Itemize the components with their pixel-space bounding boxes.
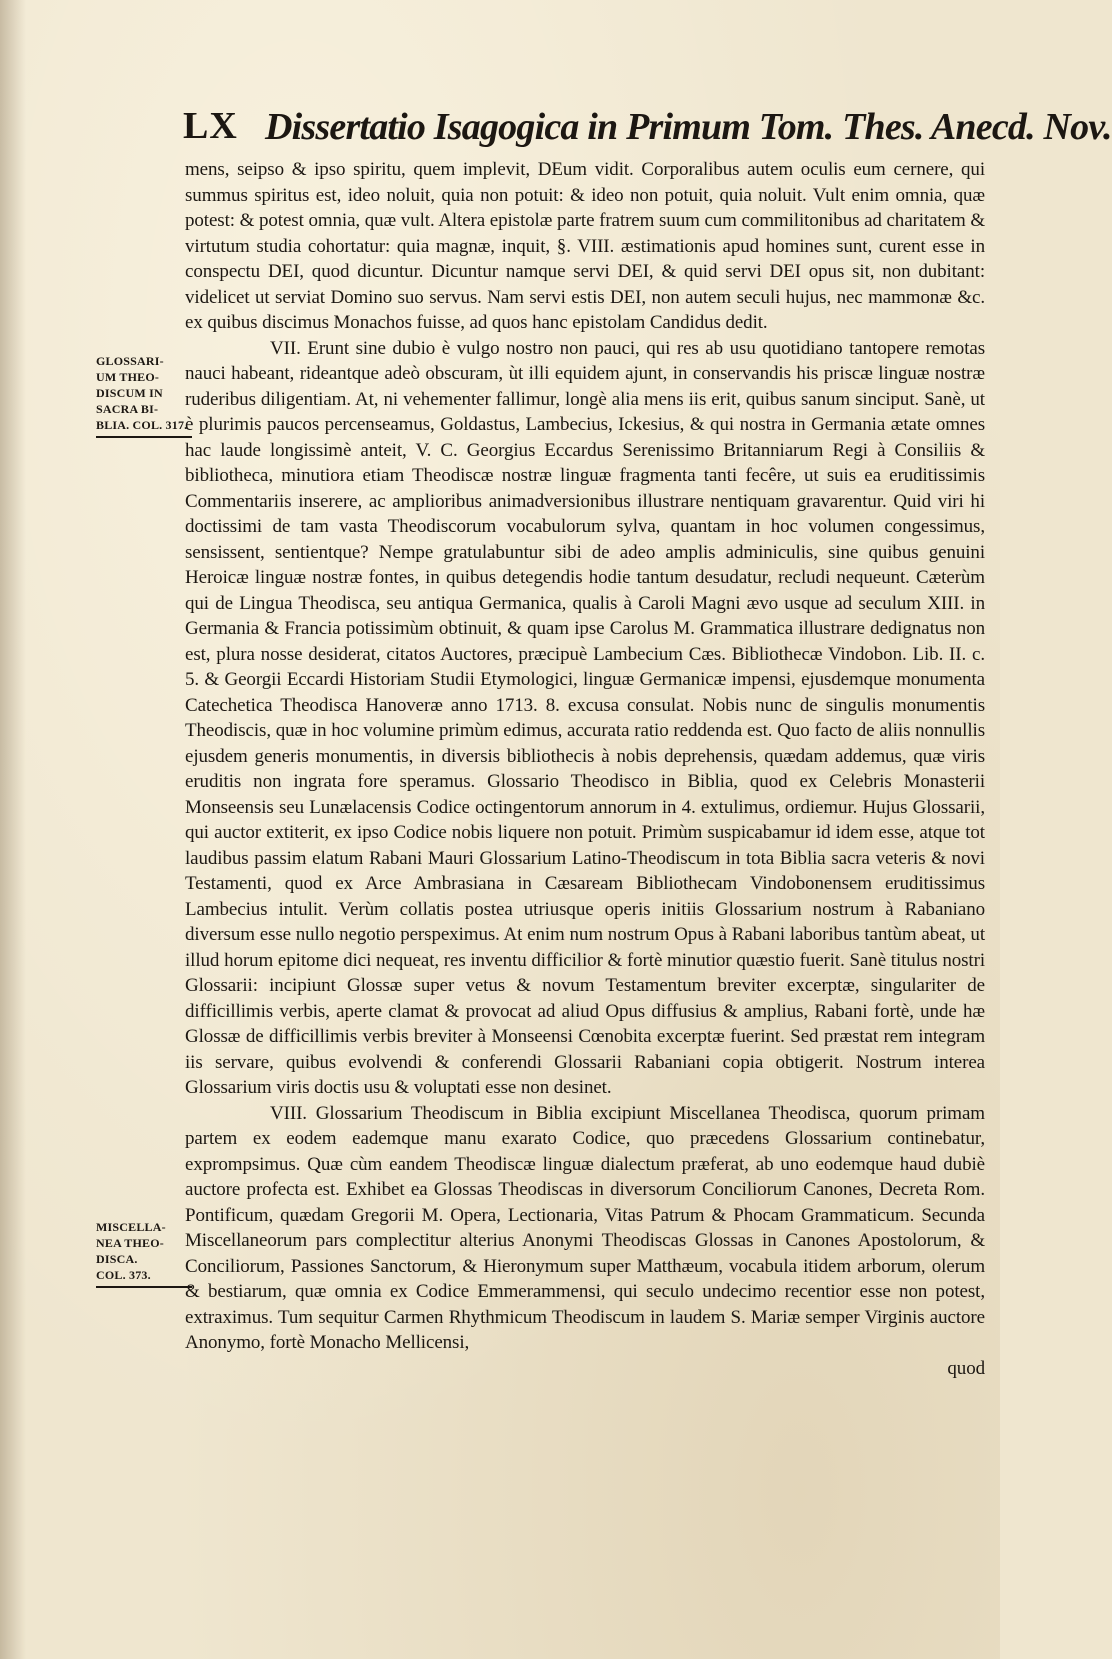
margin-note-line: MISCELLA- <box>96 1220 166 1234</box>
margin-note-line: SACRA BI- <box>96 402 159 416</box>
margin-note-line: GLOSSARI- <box>96 354 164 368</box>
paragraph-section-vii: VII. Erunt sine dubio è vulgo nostro non pauci, qui res ab usu quotidiano tantopere remotas nauci habeant, rideantque adeò obscuram, ùt illi equidem ajunt, in conservandis his priscæ linguæ nostræ ruderibus diligentiam. At, ni vehementer fallimur, longè alia mens iis erit, quibus sanum sinciput. Sanè, ut è plurimis paucos percenseamus, Goldastus, Lambecius, Ickesius, & qui nostra in Germania ætate omnes hac laude longissimè anteit, V. C. Georgius Eccardus Serenissimo Britanniarum Regi à Consiliis & bibliotheca, minutiora etiam Theodiscæ nostræ linguæ fragmenta tanti fecêre, ut suis ea eruditissimis Commentariis inserere, ac amplioribus animadversionibus illustrare nentiquam gravarentur. Quid viri hi doctissimi de tam vasta Theodiscorum vocabulorum sylva, quantam in hoc volumen congessimus, sensissent, sentientque? Nempe gratulabuntur sibi de adeo amplis adminiculis, sine quibus genuini Heroicæ linguæ nostræ fontes, in quibus detegendis hodie tantum desudatur, recludi nequeunt. Cæterùm qui de Lingua Theodisca, seu antiqua Germanica, qualis à Caroli Magni ævo usque ad seculum XIII. in Germania & Francia potissimùm obtinuit, & quam ipse Carolus M. Grammatica illustrare dedignatus non est, plura nosse desiderat, citatos Auctores, præcipuè Lambecium Cæs. Bibliothecæ Vindobon. Lib. II. c. 5. & Georgii Eccardi Historiam Studii Etymologici, linguæ Germanicæ impensi, ejusdemque monumenta Catechetica Theodisca Hanoveræ anno 1713. 8. excusa consulat. Nobis nunc de singulis monumentis Theodiscis, quæ in hoc volumine primùm edimus, accurata ratio reddenda est. Quo facto de aliis nonnullis ejusdem generis monumentis, in diversis bibliothecis à nobis deprehensis, quædam addemus, quæ viris eruditis non ingrata fore speramus. Glossario Theodisco in Biblia, quod ex Celebris Monasterii Monseensis seu Lunælacensis Codice octingentorum annorum in 4. extulimus, ordiemur. Hujus Glossarii, qui auctor extiterit, ex ipso Codice nobis liquere non potuit. Primùm suspicabamur id idem esse, atque tot laudibus passim elatum Rabani Mauri Glossarium Latino-Theodiscum in tota Biblia sacra veteris & novi Testamenti, quod ex Arce Ambrasiana in Cæsaream Bibliothecam Vindobonensem eruditissimus Lambecius intulit. Verùm collatis postea utriusque operis initiis Glossarium nostrum à Rabaniano diversum esse nullo negotio perspeximus. At enim num nostrum Opus à Rabani laboribus tantùm abeat, ut illud horum epitome dici nequeat, res inventu difficilior & fortè minutior quæstio fuerit. Sanè titulus nostri Glossarii: incipiunt Glossæ super vetus & novum Testamentum breviter excerptæ, singulariter de difficillimis verbis, aperte clamat & provocat ad aliud Opus diffusius & amplius, Rabani fortè, unde hæ Glossæ de difficillimis verbis breviter à Monseensi Cœnobita excerptæ fuerint. Sed præstat rem integram iis servare, quibus evolvendi & conferendi Glossarii Rabaniani copia obtigerit. Nostrum interea Glossarium viris doctis usu & voluptati esse non desinet. <box>185 337 985 1098</box>
paragraph-continuation: mens, seipso & ipso spiritu, quem implevit, DEum vidit. Corporalibus autem oculis eum cernere, qui summus spiritus est, ideo noluit, quia non potuit: & ideo non potuit, quia noluit. Vult enim omnia, quæ potest: & potest omnia, quæ vult. Altera epistolæ parte fratrem suum cum commilitonibus ad charitatem & virtutum studia cohortatur: quia magnæ, inquit, §. VIII. æstimationis apud homines sunt, curent esse in conspectu DEI, quod dicuntur. Dicuntur namque servi DEI, & quid servi DEI opus sit, non dubitant: videlicet ut serviat Domino suo servus. Nam servi estis DEI, non autem seculi hujus, nec mammonæ &c. ex quibus discimus Monachos fuisse, ad quos hanc epistolam Candidus dedit. <box>185 159 985 333</box>
page-header <box>183 104 1112 162</box>
margin-note-miscellanea <box>96 1219 188 1288</box>
catchword: quod <box>947 1357 985 1379</box>
body-text <box>185 157 985 1381</box>
margin-note-line: COL. 373. <box>96 1268 151 1282</box>
margin-note-glossarium <box>96 353 188 438</box>
margin-note-line: DISCUM IN <box>96 386 163 400</box>
paragraph-section-viii: VIII. Glossarium Theodiscum in Biblia excipiunt Miscellanea Theodisca, quorum primam partem ex eodem eademque manu exarato Codice, quo præcedens Glossarium continebatur, exprompsimus. Quæ cùm eandem Theodiscæ linguæ dialectum præferat, ab uno eodemque haud dubiè auctore profecta est. Exhibet ea Glossas Theodiscas in diversorum Conciliorum Canones, Decreta Rom. Pontificum, quædam Gregorii M. Opera, Lectionaria, Vitas Patrum & Phocam Grammaticum. Secunda Miscellaneorum pars complectitur alterius Anonymi Theodiscas Glossas in Canones Apostolorum, & Conciliorum, Passiones Sanctorum, & Hieronymum super Matthæum, vocabula itidem arborum, olerum & bestiarum, quæ omnia ex Codice Emmerammensi, qui seculo undecimo recentior esse non potest, extraximus. Tum sequitur Carmen Rhythmicum Theodiscum in laudem S. Mariæ semper Virginis auctore Anonymo, fortè Monacho Mellicensi, <box>185 1102 985 1353</box>
margin-note-line: DISCA. <box>96 1252 138 1266</box>
margin-note-line: NEA THEO- <box>96 1236 164 1250</box>
page-number: LX <box>183 105 238 147</box>
margin-note-line: UM THEO- <box>96 370 160 384</box>
margin-rule <box>96 436 192 438</box>
running-title: Dissertatio Isagogica in Primum Tom. Thes. Anecd. Nov. <box>265 106 1112 148</box>
margin-rule <box>96 1286 192 1288</box>
margin-note-line: BLIA. COL. 317. <box>96 418 188 432</box>
